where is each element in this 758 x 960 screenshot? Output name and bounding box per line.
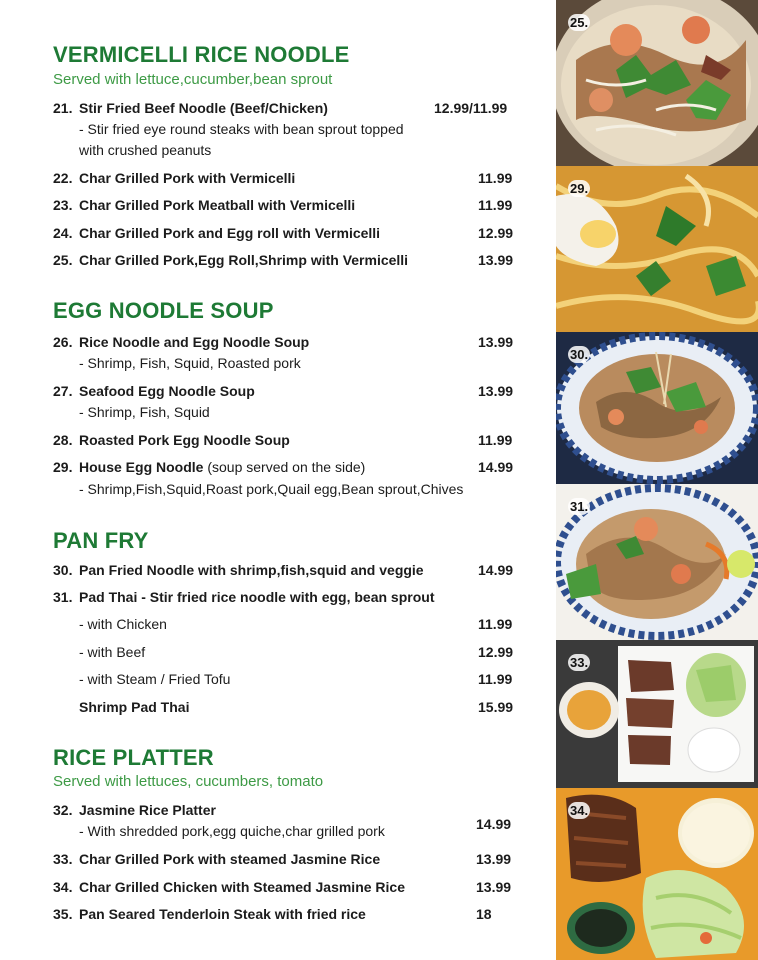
section-title-pan-fry: PAN FRY [53, 528, 149, 553]
price-23: 11.99 [478, 197, 513, 213]
price-option-chicken: 11.99 [478, 616, 513, 632]
menu-item-34: 34. Char Grilled Chicken with Steamed Jasmine Rice [53, 879, 405, 895]
option-shrimp-pad-thai: Shrimp Pad Thai [79, 699, 190, 715]
section-subtitle-rice-platter: Served with lettuces, cucumbers, tomato [53, 773, 324, 790]
price-21: 12.99/11.99 [434, 100, 508, 116]
price-option-tofu: 11.99 [478, 671, 513, 687]
price-28: 11.99 [478, 432, 513, 448]
item-description-26: - Shrimp, Fish, Squid, Roasted pork [79, 355, 301, 371]
item-description-21a: - Stir fried eye round steaks with bean sprout topped [79, 121, 404, 137]
menu-item-27: 27. Seafood Egg Noodle Soup [53, 383, 255, 399]
menu-item-28: 28. Roasted Pork Egg Noodle Soup [53, 432, 290, 448]
photo-label-33: 33. [570, 655, 589, 670]
egg-noodle-soup-photo [556, 166, 758, 332]
menu-item-30: 30. Pan Fried Noodle with shrimp,fish,squid and veggie [53, 562, 424, 578]
price-27: 13.99 [478, 383, 514, 399]
option-tofu: - with Steam / Fried Tofu [79, 671, 231, 687]
photo-label-30: 30. [570, 347, 589, 362]
photo-label-25: 25. [570, 15, 589, 30]
item-description-32: - With shredded pork,egg quiche,char grilled pork [79, 823, 385, 839]
pad-thai-photo [556, 484, 758, 640]
price-35: 18 [476, 906, 492, 922]
grilled-chicken-rice-photo [556, 788, 758, 960]
photo-strip [556, 0, 758, 960]
menu-item-33: 33. Char Grilled Pork with steamed Jasmine Rice [53, 851, 381, 867]
photo-label-34: 34. [570, 803, 589, 818]
item-description-21b: with crushed peanuts [79, 142, 212, 158]
price-option-shrimp: 15.99 [478, 699, 514, 715]
grilled-pork-rice-photo [556, 640, 758, 788]
price-32: 14.99 [476, 816, 512, 832]
menu-item-22: 22. Char Grilled Pork with Vermicelli [53, 170, 296, 186]
photo-label-31: 31. [570, 499, 589, 514]
menu-item-32: 32. Jasmine Rice Platter [53, 802, 216, 818]
menu-item-24: 24. Char Grilled Pork and Egg roll with Vermicelli [53, 225, 381, 241]
section-subtitle-vermicelli: Served with lettuce,cucumber,bean sprout [53, 71, 333, 88]
item-description-27: - Shrimp, Fish, Squid [79, 404, 210, 420]
price-30: 14.99 [478, 562, 514, 578]
option-beef: - with Beef [79, 644, 146, 660]
menu-item-29: 29. House Egg Noodle (soup served on the side) [53, 459, 366, 475]
price-29: 14.99 [478, 459, 514, 475]
pan-fried-noodle-photo [556, 332, 758, 484]
section-title-rice-platter: RICE PLATTER [53, 745, 214, 770]
price-22: 11.99 [478, 170, 513, 186]
item-note-29: (soup served on the side) [207, 459, 366, 475]
price-option-beef: 12.99 [478, 644, 514, 660]
photo-label-29: 29. [570, 181, 589, 196]
price-24: 12.99 [478, 225, 514, 241]
menu-item-25: 25. Char Grilled Pork,Egg Roll,Shrimp with Vermicelli [53, 252, 409, 268]
section-title-egg-noodle: EGG NOODLE SOUP [53, 298, 274, 323]
option-chicken: - with Chicken [79, 616, 167, 632]
price-34: 13.99 [476, 879, 512, 895]
menu-item-35: 35. Pan Seared Tenderloin Steak with fried rice [53, 906, 366, 922]
menu-item-21: 21. Stir Fried Beef Noodle (Beef/Chicken) [53, 100, 328, 116]
price-33: 13.99 [476, 851, 512, 867]
price-26: 13.99 [478, 334, 514, 350]
price-25: 13.99 [478, 252, 514, 268]
vermicelli-bowl-photo [556, 0, 758, 166]
item-description-29: - Shrimp,Fish,Squid,Roast pork,Quail egg,Bean sprout,Chives [79, 481, 464, 497]
section-title-vermicelli: VERMICELLI RICE NOODLE [53, 42, 350, 67]
menu-item-31: 31. Pad Thai - Stir fried rice noodle with egg, bean sprout [53, 589, 435, 605]
menu-item-23: 23. Char Grilled Pork Meatball with Vermicelli [53, 197, 356, 213]
menu-item-26: 26. Rice Noodle and Egg Noodle Soup [53, 334, 310, 350]
